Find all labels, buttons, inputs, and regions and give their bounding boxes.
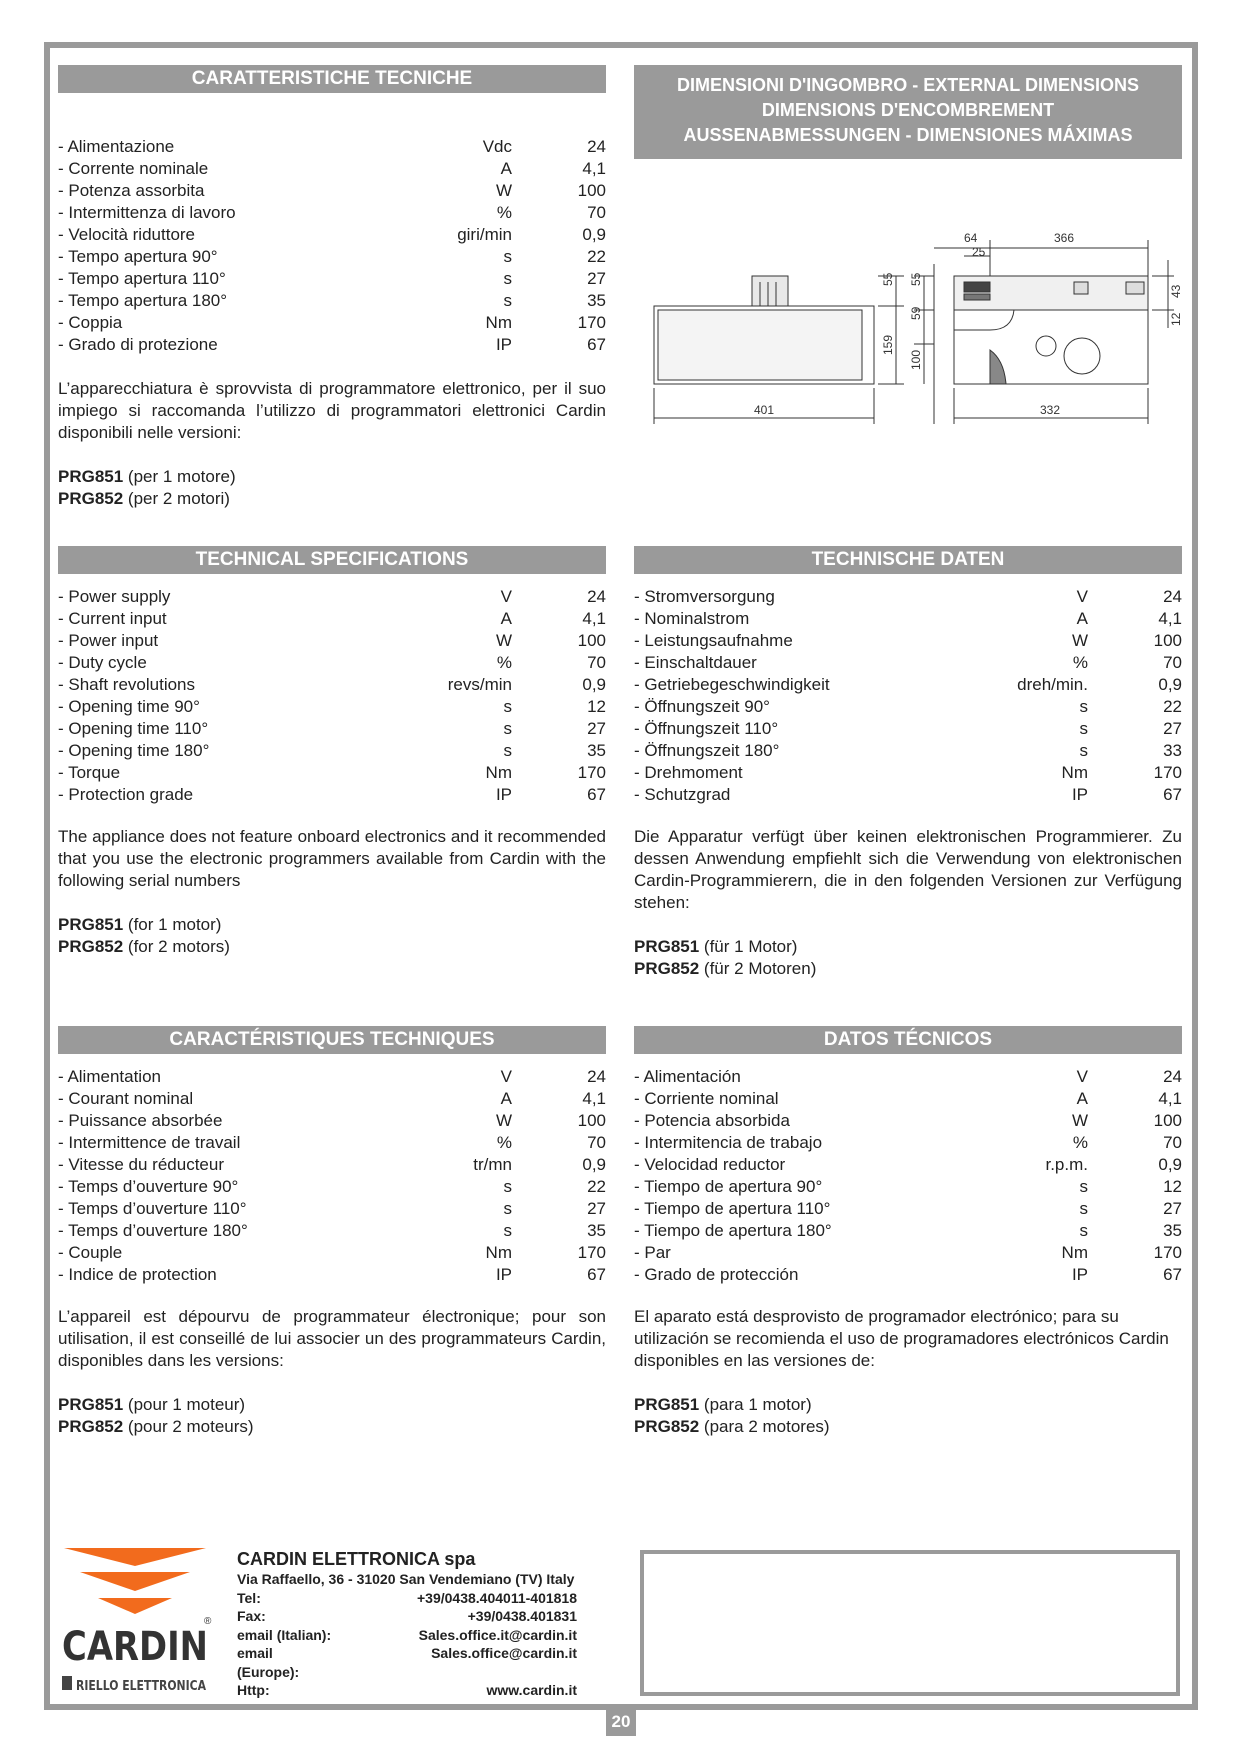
model-item: PRG852 (für 2 Motoren) <box>634 959 817 978</box>
spec-unit: s <box>503 697 512 716</box>
spec-row <box>58 652 606 674</box>
spec-value: 67 <box>587 785 606 804</box>
spec-label: - Tempo apertura 110° <box>58 269 226 288</box>
spec-label: - Potencia absorbida <box>634 1111 790 1130</box>
pivot <box>964 282 990 292</box>
spec-value: 24 <box>587 587 606 606</box>
spec-unit: Nm <box>485 763 512 782</box>
spec-label: - Power supply <box>58 587 171 606</box>
spec-unit: Nm <box>1061 1243 1088 1262</box>
spec-value: 170 <box>577 763 606 782</box>
spec-value: 70 <box>587 653 606 672</box>
spec-row <box>58 1110 606 1132</box>
spec-row <box>634 1066 1182 1088</box>
spec-label: - Power input <box>58 631 159 650</box>
dim-label: 64 <box>964 231 978 245</box>
dim-label: 43 <box>1169 284 1183 298</box>
dealer-stamp-box <box>640 1550 1180 1696</box>
spec-row <box>58 334 606 356</box>
spec-row <box>58 224 606 246</box>
spec-row <box>634 674 1182 696</box>
spec-unit: Nm <box>1061 763 1088 782</box>
spec-value: 170 <box>577 313 606 332</box>
spec-unit: s <box>1079 697 1088 716</box>
spec-row <box>58 1154 606 1176</box>
spec-value: 100 <box>1153 1111 1182 1130</box>
spec-value: 27 <box>587 719 606 738</box>
dim-label: 401 <box>754 403 775 417</box>
spec-row <box>634 1088 1182 1110</box>
description-paragraph: Die Apparatur verfügt über keinen elektronischen Programmierer. Zu dessen Anwendung empfiehlt sich die Verwendung von elektronischen Cardin-Programmierern, die in den folgenden Versionen zur Verfügung stehen: <box>634 827 1182 912</box>
logo-text: CARDIN <box>62 1624 208 1670</box>
spec-row <box>58 784 606 806</box>
model-list <box>634 1394 1182 1438</box>
model-item: PRG851 (per 1 motore) <box>58 467 236 486</box>
spec-label: - Torque <box>58 763 121 782</box>
spec-row <box>634 608 1182 630</box>
spec-label: - Opening time 90° <box>58 697 200 716</box>
spec-label: - Tiempo de apertura 90° <box>634 1177 823 1196</box>
model-item: PRG851 (for 1 motor) <box>58 915 222 934</box>
spec-label: - Alimentación <box>634 1067 741 1086</box>
spec-unit: s <box>503 269 512 288</box>
spec-label: - Intermittence de travail <box>58 1133 241 1152</box>
spec-row <box>634 740 1182 762</box>
spec-label: - Grado di protezione <box>58 335 218 354</box>
spec-label: - Opening time 180° <box>58 741 210 760</box>
spec-value: 22 <box>587 1177 606 1196</box>
spec-label: - Courant nominal <box>58 1089 194 1108</box>
spec-row <box>58 268 606 290</box>
spec-list <box>634 586 1182 806</box>
spec-label: - Getriebegeschwindigkeit <box>634 675 830 694</box>
spec-label: - Einschaltdauer <box>634 653 757 672</box>
model-item: PRG852 (pour 2 moteurs) <box>58 1417 254 1436</box>
spec-label: - Temps d’ouverture 180° <box>58 1221 248 1240</box>
section-es <box>634 1026 1182 1438</box>
spec-value: 0,9 <box>582 675 606 694</box>
spec-row <box>58 740 606 762</box>
spec-label: - Shaft revolutions <box>58 675 196 694</box>
model-item: PRG851 (für 1 Motor) <box>634 937 798 956</box>
spec-row <box>58 608 606 630</box>
dim-label: 12 <box>1169 312 1183 326</box>
spec-label: - Current input <box>58 609 167 628</box>
spec-label: - Alimentation <box>58 1067 161 1086</box>
spec-unit: A <box>1076 609 1088 628</box>
spec-label: - Vitesse du réducteur <box>58 1155 224 1174</box>
spec-row <box>634 586 1182 608</box>
spec-label: - Protection grade <box>58 785 194 804</box>
spec-value: 24 <box>587 137 606 156</box>
spec-value: 70 <box>587 203 606 222</box>
spec-label: - Tiempo de apertura 110° <box>634 1199 831 1218</box>
spec-unit: % <box>496 1133 512 1152</box>
spec-row <box>634 1220 1182 1242</box>
spec-value: 0,9 <box>582 225 606 244</box>
section-title: CARATTERISTICHE TECNICHE <box>58 65 606 93</box>
spec-unit: A <box>500 1089 512 1108</box>
spec-value: 170 <box>1153 1243 1182 1262</box>
section-it <box>58 65 606 510</box>
spec-row <box>58 1220 606 1242</box>
spec-row <box>58 630 606 652</box>
spec-unit: Vdc <box>482 137 512 156</box>
model-item: PRG852 (per 2 motori) <box>58 489 230 508</box>
spec-value: 67 <box>587 1265 606 1284</box>
spec-label: - Alimentazione <box>58 137 175 156</box>
spec-unit: % <box>496 653 512 672</box>
spec-unit: IP <box>495 1265 512 1284</box>
section-title: CARACTÉRISTIQUES TECHNIQUES <box>58 1026 606 1054</box>
description-paragraph: The appliance does not feature onboard electronics and it recommended that you use the electronic programmers available from Cardin with the following serial numbers <box>58 827 606 890</box>
spec-label: - Grado de protección <box>634 1265 799 1284</box>
section-title: TECHNICAL SPECIFICATIONS <box>58 546 606 574</box>
spec-row <box>634 696 1182 718</box>
company-info <box>237 1548 577 1700</box>
spec-value: 4,1 <box>582 609 606 628</box>
spec-list <box>634 1066 1182 1286</box>
spec-unit: r.p.m. <box>1045 1155 1088 1174</box>
spec-row <box>58 246 606 268</box>
dim-label: 25 <box>972 245 986 259</box>
model-list <box>58 466 606 510</box>
spec-value: 100 <box>1153 631 1182 650</box>
section-de <box>634 546 1182 980</box>
spec-row <box>634 1110 1182 1132</box>
spec-value: 35 <box>587 291 606 310</box>
spec-label: - Intermittenza di lavoro <box>58 203 236 222</box>
logo-chevrons <box>64 1548 206 1614</box>
spec-value: 35 <box>1163 1221 1182 1240</box>
spec-value: 12 <box>1163 1177 1182 1196</box>
description-paragraph: L’apparecchiatura è sprovvista di programmatore elettronico, per il suo impiego si raccomanda l’utilizzo di programmatori elettronici Cardin disponibili nelle versioni: <box>58 379 606 442</box>
spec-label: - Corriente nominal <box>634 1089 779 1108</box>
spec-row <box>58 1242 606 1264</box>
spec-unit: % <box>496 203 512 222</box>
spec-unit: IP <box>495 335 512 354</box>
spec-value: 27 <box>1163 719 1182 738</box>
spec-row <box>634 652 1182 674</box>
spec-label: - Tempo apertura 90° <box>58 247 218 266</box>
body-inner <box>658 310 862 380</box>
logo-subtext: RIELLO ELETTRONICA <box>76 1679 206 1694</box>
dim-label: 366 <box>1054 231 1075 245</box>
spec-row <box>634 630 1182 652</box>
spec-unit: s <box>1079 719 1088 738</box>
contact-row: Fax: +39/0438.401831 <box>237 1608 577 1624</box>
spec-row <box>58 1264 606 1286</box>
model-item: PRG852 (for 2 motors) <box>58 937 230 956</box>
spec-unit: giri/min <box>457 225 512 244</box>
spec-label: - Par <box>634 1243 671 1262</box>
page-number: 20 <box>606 1708 636 1736</box>
dim-label: 159 <box>881 334 895 355</box>
spec-label: - Velocità riduttore <box>58 225 196 244</box>
cardin-logo <box>58 1548 212 1694</box>
spec-value: 4,1 <box>582 159 606 178</box>
spec-unit: Nm <box>485 1243 512 1262</box>
spec-row <box>58 136 606 158</box>
spec-unit: IP <box>1071 785 1088 804</box>
dimensions-section <box>634 65 1182 159</box>
spec-label: - Temps d’ouverture 90° <box>58 1177 239 1196</box>
description-paragraph: El aparato está desprovisto de programador electrónico; para su utilización se recomienda el uso de programadores electrónicos Cardin disponibles en las versiones de: <box>634 1307 1169 1370</box>
spec-row <box>634 718 1182 740</box>
spec-unit: A <box>500 159 512 178</box>
spec-label: - Couple <box>58 1243 123 1262</box>
dim-label: 59 <box>909 306 923 320</box>
spec-unit: revs/min <box>447 675 512 694</box>
spec-unit: % <box>1072 1133 1088 1152</box>
model-item: PRG851 (pour 1 moteur) <box>58 1395 246 1414</box>
spec-row <box>58 1132 606 1154</box>
spec-label: - Drehmoment <box>634 763 743 782</box>
spec-unit: s <box>1079 1177 1088 1196</box>
dim-label: 332 <box>1040 403 1061 417</box>
spec-row <box>58 674 606 696</box>
spec-unit: s <box>1079 1199 1088 1218</box>
spec-value: 27 <box>587 1199 606 1218</box>
spec-unit: s <box>1079 741 1088 760</box>
spec-value: 170 <box>1153 763 1182 782</box>
spec-unit: A <box>1076 1089 1088 1108</box>
spec-row <box>634 762 1182 784</box>
model-item: PRG851 (para 1 motor) <box>634 1395 812 1414</box>
section-title: TECHNISCHE DATEN <box>634 546 1182 574</box>
spec-list <box>58 586 606 806</box>
spec-unit: V <box>1076 1067 1088 1086</box>
spec-row <box>58 202 606 224</box>
side-body <box>954 310 1148 384</box>
dimensions-drawing <box>634 160 1182 440</box>
spec-label: - Leistungsaufnahme <box>634 631 793 650</box>
spec-value: 67 <box>587 335 606 354</box>
spec-unit: % <box>1072 653 1088 672</box>
spec-list <box>58 1066 606 1286</box>
spec-unit: V <box>1076 587 1088 606</box>
spec-label: - Nominalstrom <box>634 609 750 628</box>
spec-row <box>58 718 606 740</box>
spec-label: - Intermitencia de trabajo <box>634 1133 823 1152</box>
contact-row: Tel: +39/0438.404011-401818 <box>237 1589 577 1606</box>
spec-value: 33 <box>1163 741 1182 760</box>
dim-label: 55 <box>881 272 895 286</box>
spec-unit: s <box>1079 1221 1088 1240</box>
spec-unit: dreh/min. <box>1017 675 1088 694</box>
spec-value: 35 <box>587 741 606 760</box>
top-view-arm <box>954 276 1148 310</box>
motor-top <box>752 276 788 306</box>
model-list <box>634 936 1182 980</box>
spec-value: 4,1 <box>1158 609 1182 628</box>
spec-label: - Velocidad reductor <box>634 1155 786 1174</box>
dim-label: 55 <box>909 272 923 286</box>
spec-label: - Schutzgrad <box>634 785 731 804</box>
spec-value: 0,9 <box>1158 1155 1182 1174</box>
spec-unit: s <box>503 1199 512 1218</box>
spec-label: - Corrente nominale <box>58 159 209 178</box>
spec-value: 67 <box>1163 785 1182 804</box>
spec-value: 70 <box>1163 1133 1182 1152</box>
spec-label: - Öffnungszeit 90° <box>634 697 770 716</box>
contact-row: Http: www.cardin.it <box>237 1682 577 1698</box>
spec-value: 22 <box>1163 697 1182 716</box>
spec-row <box>58 312 606 334</box>
spec-unit: s <box>503 291 512 310</box>
spec-value: 35 <box>587 1221 606 1240</box>
spec-value: 4,1 <box>1158 1089 1182 1108</box>
spec-label: - Opening time 110° <box>58 719 209 738</box>
spec-row <box>58 1088 606 1110</box>
spec-value: 70 <box>587 1133 606 1152</box>
spec-value: 24 <box>1163 1067 1182 1086</box>
spec-row <box>634 1132 1182 1154</box>
spec-row <box>634 1176 1182 1198</box>
spec-row <box>58 586 606 608</box>
spec-label: - Stromversorgung <box>634 587 775 606</box>
spec-value: 12 <box>587 697 606 716</box>
spec-row <box>58 696 606 718</box>
spec-value: 67 <box>1163 1265 1182 1284</box>
spec-row <box>58 762 606 784</box>
spec-value: 170 <box>577 1243 606 1262</box>
spec-unit: s <box>503 247 512 266</box>
spec-value: 0,9 <box>1158 675 1182 694</box>
spec-unit: W <box>495 181 512 200</box>
spec-unit: IP <box>1071 1265 1088 1284</box>
spec-value: 70 <box>1163 653 1182 672</box>
model-list <box>58 1394 606 1438</box>
description-paragraph: L’appareil est dépourvu de programmateur électronique; pour son utilisation, il est conseillé de lui associer un des programmateurs Cardin, disponibles dans les versions: <box>58 1307 606 1370</box>
spec-row <box>58 1198 606 1220</box>
company-address: Via Raffaello, 36 - 31020 San Vendemiano (TV) Italy <box>237 1571 575 1587</box>
spec-value: 100 <box>577 631 606 650</box>
spec-list <box>58 136 606 356</box>
spec-row <box>634 1242 1182 1264</box>
spec-row <box>58 290 606 312</box>
spec-unit: W <box>1071 1111 1088 1130</box>
spec-label: - Puissance absorbée <box>58 1111 223 1130</box>
model-list <box>58 914 606 958</box>
spec-label: - Indice de protection <box>58 1265 217 1284</box>
spec-row <box>58 1066 606 1088</box>
spec-unit: Nm <box>485 313 512 332</box>
spec-value: 24 <box>587 1067 606 1086</box>
spec-label: - Öffnungszeit 180° <box>634 741 780 760</box>
spec-unit: s <box>503 741 512 760</box>
spec-value: 24 <box>1163 587 1182 606</box>
spec-value: 4,1 <box>582 1089 606 1108</box>
spec-row <box>58 180 606 202</box>
dim-label: 100 <box>909 349 923 370</box>
spec-row <box>634 1154 1182 1176</box>
spec-unit: s <box>503 719 512 738</box>
spec-unit: V <box>500 587 512 606</box>
spec-row <box>634 1264 1182 1286</box>
section-title: DATOS TÉCNICOS <box>634 1026 1182 1054</box>
spec-value: 0,9 <box>582 1155 606 1174</box>
spec-label: - Coppia <box>58 313 123 332</box>
spec-row <box>58 1176 606 1198</box>
spec-unit: s <box>503 1221 512 1240</box>
spec-label: - Tiempo de apertura 180° <box>634 1221 832 1240</box>
spec-value: 100 <box>577 1111 606 1130</box>
spec-value: 100 <box>577 181 606 200</box>
model-item: PRG852 (para 2 motores) <box>634 1417 830 1436</box>
spec-label: - Tempo apertura 180° <box>58 291 228 310</box>
spec-unit: W <box>495 1111 512 1130</box>
spec-unit: IP <box>495 785 512 804</box>
spec-unit: tr/mn <box>473 1155 512 1174</box>
spec-row <box>634 784 1182 806</box>
section-en <box>58 546 606 958</box>
registered-mark: ® <box>204 1616 212 1627</box>
spec-unit: A <box>500 609 512 628</box>
spec-unit: W <box>1071 631 1088 650</box>
dimensions-title: DIMENSIONI D'INGOMBRO - EXTERNAL DIMENSIONS DIMENSIONS D'ENCOMBREMENT AUSSENABMESSUNGEN - DIMENSIONES MÁXIMAS <box>634 65 1182 159</box>
spec-unit: W <box>495 631 512 650</box>
spec-value: 27 <box>587 269 606 288</box>
spec-label: - Duty cycle <box>58 653 147 672</box>
contact-row: email (Italian): Sales.office.it@cardin.it <box>237 1626 577 1643</box>
spec-label: - Potenza assorbita <box>58 181 205 200</box>
section-fr <box>58 1026 606 1438</box>
contact-row: email (Europe): Sales.office@cardin.it <box>237 1645 577 1680</box>
spec-label: - Temps d’ouverture 110° <box>58 1199 247 1218</box>
spec-unit: V <box>500 1067 512 1086</box>
spec-label: - Öffnungszeit 110° <box>634 719 779 738</box>
spec-row <box>634 1198 1182 1220</box>
spec-unit: s <box>503 1177 512 1196</box>
spec-row <box>58 158 606 180</box>
company-name: CARDIN ELETTRONICA spa <box>237 1549 476 1569</box>
spec-value: 22 <box>587 247 606 266</box>
spec-value: 27 <box>1163 1199 1182 1218</box>
